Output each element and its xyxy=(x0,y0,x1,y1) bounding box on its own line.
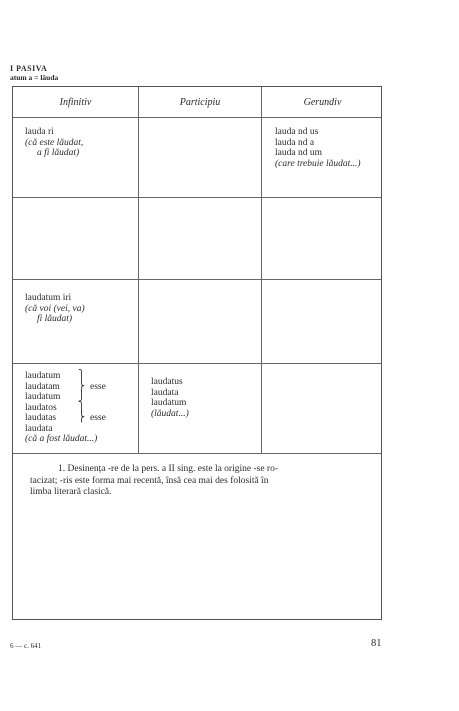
conjugation-table xyxy=(12,86,382,620)
row1-infinitive: lauda ri (că este lăudat, a fi lăudat) xyxy=(25,127,84,158)
footer-signature: 6 — c. 641 xyxy=(10,642,42,650)
row4-infinitive: laudatum ⎫ laudatam ⎬ esse laudatum ⎭ laudatos ⎫ laudatas ⎬ esse laudata (că a fost lăudat...) xyxy=(25,371,106,444)
header-participiu: Participiu xyxy=(179,97,221,108)
section-title: I PASIVA xyxy=(10,64,48,73)
row4-participle: laudatus laudata laudatum (lăudat...) xyxy=(151,377,189,419)
page-number: 81 xyxy=(371,638,382,649)
row1-gerundive: lauda nd us lauda nd a lauda nd um (care trebuie lăudat...) xyxy=(275,127,361,169)
row3-infinitive: laudatum iri (că voi (vei, va) fi lăudat) xyxy=(25,293,85,324)
header-gerundiv: Gerundiv xyxy=(303,97,342,108)
footnote: 1. Desinența -re de la pers. a II sing. este la origine -se ro- tacizat; -ris este forma mai recentă, însă cea mai des folosită în limba literară clasică. xyxy=(30,464,278,497)
section-subtitle: atum a = lăuda xyxy=(10,73,59,82)
header-infinitiv: Infinitiv xyxy=(59,97,92,108)
